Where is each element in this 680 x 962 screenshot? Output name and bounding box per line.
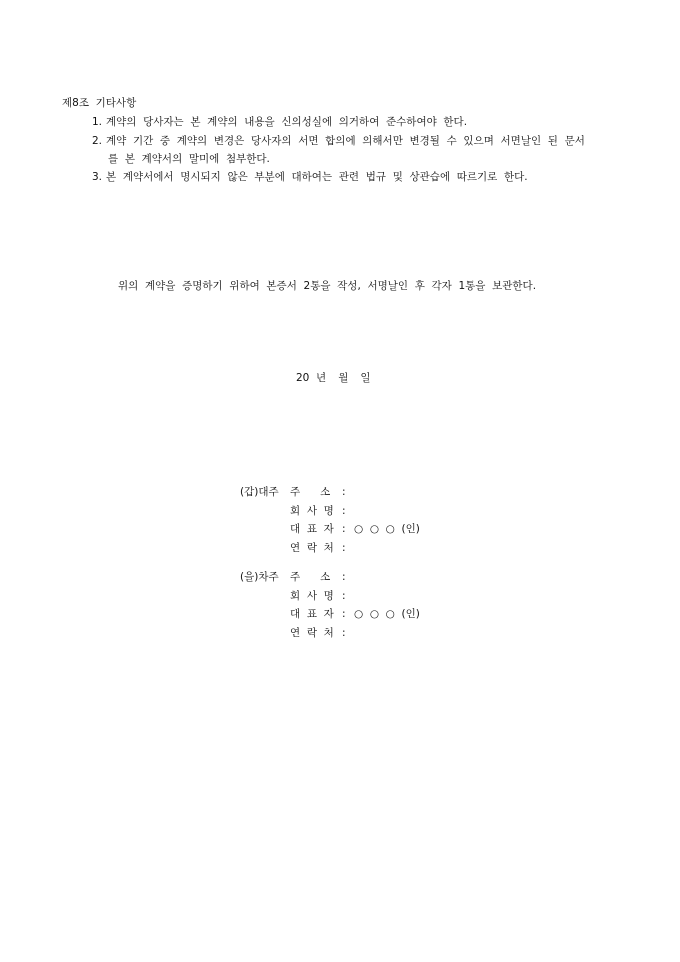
party-row-representative [240, 523, 420, 542]
item-text: 계약의 당사자는 본 계약의 내용을 신의성실에 의거하여 준수하여야 한다. [106, 116, 468, 128]
colon: : [342, 523, 346, 535]
party-lender [240, 486, 420, 560]
party-borrower [240, 571, 420, 645]
field-label: 주 소 [290, 571, 331, 583]
date-year: 20 년 [296, 372, 327, 384]
field-value: ○ ○ ○ (인) [354, 608, 420, 620]
item-text: 를 본 계약서의 말미에 첨부한다. [108, 153, 270, 165]
article-title: 제8조 기타사항 [62, 97, 137, 109]
field-label: 대 표 자 [290, 523, 334, 535]
colon: : [342, 571, 346, 583]
field-label: 연 락 처 [290, 626, 334, 639]
party-row-contact [240, 542, 420, 561]
field-value: ○ ○ ○ (인) [354, 523, 420, 535]
party-row-address [240, 571, 420, 590]
item-number: 1. [92, 116, 103, 128]
article-item-2 [92, 135, 585, 148]
colon: : [342, 504, 346, 517]
party-row-representative [240, 608, 420, 627]
party-row-address [240, 486, 420, 505]
party-role: (을)차주 [240, 571, 279, 583]
field-label: 대 표 자 [290, 608, 334, 620]
colon: : [342, 626, 346, 639]
date-day: 일 [360, 372, 371, 384]
colon: : [342, 486, 346, 498]
party-row-contact [240, 627, 420, 646]
field-label: 회 사 명 [290, 589, 334, 602]
item-number: 3. [92, 171, 103, 183]
field-label: 주 소 [290, 486, 331, 498]
colon: : [342, 589, 346, 602]
party-row-company [240, 590, 420, 609]
field-label: 연 락 처 [290, 541, 334, 554]
date-month: 월 [338, 372, 349, 384]
item-text: 계약 기간 중 계약의 변경은 당사자의 서면 합의에 의해서만 변경될 수 있으며 서면날인 된 문서 [106, 135, 585, 147]
article-item-1 [92, 116, 467, 129]
item-number: 2. [92, 135, 103, 147]
party-role: (갑)대주 [240, 486, 279, 498]
field-label: 회 사 명 [290, 504, 334, 517]
party-row-company [240, 505, 420, 524]
contract-date [296, 372, 383, 385]
closing-statement: 위의 계약을 증명하기 위하여 본증서 2통을 작성, 서명날인 후 각자 1통을 보관한다. [118, 280, 537, 292]
article-item-2-continued [108, 153, 270, 166]
colon: : [342, 541, 346, 554]
article-item-3 [92, 171, 528, 184]
item-text: 본 계약서에서 명시되지 않은 부분에 대하여는 관련 법규 및 상관습에 따르기로 한다. [106, 171, 528, 183]
colon: : [342, 608, 346, 620]
